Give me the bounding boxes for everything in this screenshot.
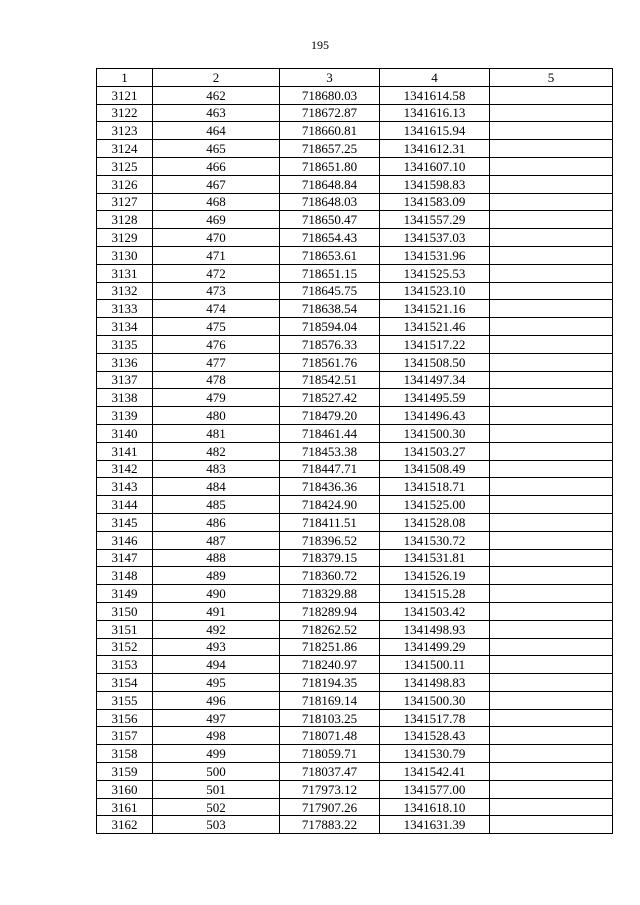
- table-cell-col-3: 718071.48: [280, 727, 380, 745]
- table-cell-col-1: 3160: [97, 780, 153, 798]
- table-row: [97, 638, 613, 656]
- table-cell-col-1: 3150: [97, 602, 153, 620]
- table-cell-col-1: 3141: [97, 442, 153, 460]
- table-cell-col-2: 481: [153, 424, 280, 442]
- table-cell-col-2: 479: [153, 389, 280, 407]
- table-cell-col-1: 3124: [97, 140, 153, 158]
- table-cell-col-4: 1341530.79: [380, 745, 490, 763]
- table-cell-col-1: 3127: [97, 193, 153, 211]
- table-cell-col-2: 501: [153, 780, 280, 798]
- table-cell-col-3: 718479.20: [280, 407, 380, 425]
- table-cell-col-4: 1341525.00: [380, 496, 490, 514]
- table-cell-col-2: 465: [153, 140, 280, 158]
- table-cell-col-3: 718379.15: [280, 549, 380, 567]
- table-cell-col-2: 478: [153, 371, 280, 389]
- table-header: [97, 69, 613, 87]
- table-row: [97, 353, 613, 371]
- table-cell-col-5: [490, 745, 613, 763]
- table-cell-col-5: [490, 140, 613, 158]
- table-cell-col-3: 718169.14: [280, 691, 380, 709]
- table-row: [97, 780, 613, 798]
- table-cell-col-2: 476: [153, 335, 280, 353]
- table-cell-col-3: 718542.51: [280, 371, 380, 389]
- table-cell-col-2: 474: [153, 300, 280, 318]
- table-cell-col-3: 718396.52: [280, 531, 380, 549]
- table-cell-col-2: 462: [153, 86, 280, 104]
- table-cell-col-1: 3145: [97, 513, 153, 531]
- table-cell-col-2: 485: [153, 496, 280, 514]
- table-row: [97, 798, 613, 816]
- table-row: [97, 318, 613, 336]
- table-cell-col-4: 1341618.10: [380, 798, 490, 816]
- table-cell-col-3: 718360.72: [280, 567, 380, 585]
- table-cell-col-1: 3146: [97, 531, 153, 549]
- column-header-4: 4: [380, 69, 490, 87]
- column-header-3: 3: [280, 69, 380, 87]
- header-row: [97, 69, 613, 87]
- table-cell-col-3: 718411.51: [280, 513, 380, 531]
- table-cell-col-2: 469: [153, 211, 280, 229]
- table-cell-col-4: 1341530.72: [380, 531, 490, 549]
- table-cell-col-1: 3159: [97, 763, 153, 781]
- table-cell-col-3: 718527.42: [280, 389, 380, 407]
- table-cell-col-1: 3156: [97, 709, 153, 727]
- table-cell-col-2: 484: [153, 478, 280, 496]
- table-row: [97, 513, 613, 531]
- table-row: [97, 709, 613, 727]
- table-cell-col-4: 1341498.83: [380, 674, 490, 692]
- table-cell-col-1: 3158: [97, 745, 153, 763]
- table-cell-col-1: 3125: [97, 157, 153, 175]
- table-cell-col-5: [490, 353, 613, 371]
- table-row: [97, 193, 613, 211]
- table-cell-col-3: 718653.61: [280, 246, 380, 264]
- table-cell-col-4: 1341537.03: [380, 229, 490, 247]
- table-row: [97, 567, 613, 585]
- table-cell-col-4: 1341498.93: [380, 620, 490, 638]
- table-row: [97, 763, 613, 781]
- table-cell-col-5: [490, 335, 613, 353]
- table-cell-col-1: 3139: [97, 407, 153, 425]
- table-cell-col-5: [490, 175, 613, 193]
- table-cell-col-5: [490, 602, 613, 620]
- table-cell-col-2: 497: [153, 709, 280, 727]
- table-cell-col-4: 1341598.83: [380, 175, 490, 193]
- table-cell-col-4: 1341521.46: [380, 318, 490, 336]
- table-cell-col-5: [490, 211, 613, 229]
- table-cell-col-3: 718059.71: [280, 745, 380, 763]
- table-cell-col-2: 483: [153, 460, 280, 478]
- table-cell-col-4: 1341515.28: [380, 585, 490, 603]
- table-cell-col-3: 718660.81: [280, 122, 380, 140]
- table-cell-col-1: 3155: [97, 691, 153, 709]
- table-cell-col-3: 718447.71: [280, 460, 380, 478]
- table-cell-col-1: 3153: [97, 656, 153, 674]
- table-row: [97, 478, 613, 496]
- table-cell-col-3: 718329.88: [280, 585, 380, 603]
- table-cell-col-3: 717883.22: [280, 816, 380, 834]
- table-cell-col-4: 1341528.08: [380, 513, 490, 531]
- table-cell-col-4: 1341503.27: [380, 442, 490, 460]
- table-cell-col-4: 1341517.78: [380, 709, 490, 727]
- table-cell-col-3: 718654.43: [280, 229, 380, 247]
- table-cell-col-4: 1341503.42: [380, 602, 490, 620]
- table-row: [97, 371, 613, 389]
- table-cell-col-2: 471: [153, 246, 280, 264]
- table-cell-col-3: 718289.94: [280, 602, 380, 620]
- table-cell-col-2: 466: [153, 157, 280, 175]
- table-row: [97, 175, 613, 193]
- table-cell-col-2: 494: [153, 656, 280, 674]
- table-cell-col-5: [490, 620, 613, 638]
- table-cell-col-3: 718657.25: [280, 140, 380, 158]
- table-cell-col-5: [490, 424, 613, 442]
- table-cell-col-1: 3152: [97, 638, 153, 656]
- table-cell-col-4: 1341531.96: [380, 246, 490, 264]
- table-cell-col-5: [490, 104, 613, 122]
- table-cell-col-2: 477: [153, 353, 280, 371]
- table-cell-col-5: [490, 407, 613, 425]
- table-row: [97, 140, 613, 158]
- table-cell-col-1: 3144: [97, 496, 153, 514]
- table-cell-col-2: 495: [153, 674, 280, 692]
- table-cell-col-5: [490, 567, 613, 585]
- table-cell-col-5: [490, 300, 613, 318]
- table-cell-col-5: [490, 264, 613, 282]
- table-cell-col-5: [490, 763, 613, 781]
- table-cell-col-5: [490, 513, 613, 531]
- table-cell-col-5: [490, 656, 613, 674]
- table-cell-col-4: 1341577.00: [380, 780, 490, 798]
- table-cell-col-3: 718453.38: [280, 442, 380, 460]
- table-cell-col-1: 3129: [97, 229, 153, 247]
- table-cell-col-5: [490, 549, 613, 567]
- table-cell-col-2: 491: [153, 602, 280, 620]
- table-row: [97, 246, 613, 264]
- table-row: [97, 620, 613, 638]
- table-row: [97, 157, 613, 175]
- table-cell-col-5: [490, 496, 613, 514]
- table-cell-col-4: 1341614.58: [380, 86, 490, 104]
- table-cell-col-2: 467: [153, 175, 280, 193]
- column-header-2: 2: [153, 69, 280, 87]
- table-cell-col-5: [490, 246, 613, 264]
- table-cell-col-3: 718576.33: [280, 335, 380, 353]
- table-row: [97, 300, 613, 318]
- table-cell-col-5: [490, 229, 613, 247]
- table-cell-col-1: 3133: [97, 300, 153, 318]
- table-cell-col-5: [490, 478, 613, 496]
- table-cell-col-5: [490, 691, 613, 709]
- table-row: [97, 727, 613, 745]
- table-row: [97, 442, 613, 460]
- table-cell-col-3: 717973.12: [280, 780, 380, 798]
- table-cell-col-1: 3132: [97, 282, 153, 300]
- table-cell-col-2: 473: [153, 282, 280, 300]
- table-cell-col-2: 492: [153, 620, 280, 638]
- table-row: [97, 602, 613, 620]
- table-cell-col-5: [490, 674, 613, 692]
- table-cell-col-4: 1341631.39: [380, 816, 490, 834]
- table-cell-col-5: [490, 282, 613, 300]
- coordinates-table: [96, 68, 613, 834]
- table-cell-col-2: 488: [153, 549, 280, 567]
- table-cell-col-4: 1341521.16: [380, 300, 490, 318]
- table-cell-col-2: 482: [153, 442, 280, 460]
- table-cell-col-1: 3121: [97, 86, 153, 104]
- table-cell-col-3: 718262.52: [280, 620, 380, 638]
- table-cell-col-3: 718645.75: [280, 282, 380, 300]
- table-cell-col-3: 718594.04: [280, 318, 380, 336]
- table-cell-col-5: [490, 318, 613, 336]
- table-cell-col-1: 3135: [97, 335, 153, 353]
- table-cell-col-4: 1341523.10: [380, 282, 490, 300]
- table-row: [97, 691, 613, 709]
- table-row: [97, 389, 613, 407]
- table-row: [97, 335, 613, 353]
- table-cell-col-2: 463: [153, 104, 280, 122]
- table-cell-col-3: 718672.87: [280, 104, 380, 122]
- table-cell-col-4: 1341496.43: [380, 407, 490, 425]
- table-cell-col-1: 3151: [97, 620, 153, 638]
- table-cell-col-5: [490, 816, 613, 834]
- table-cell-col-4: 1341518.71: [380, 478, 490, 496]
- table-cell-col-5: [490, 157, 613, 175]
- table-cell-col-3: 718461.44: [280, 424, 380, 442]
- table-row: [97, 549, 613, 567]
- table-cell-col-2: 464: [153, 122, 280, 140]
- table-cell-col-3: 718650.47: [280, 211, 380, 229]
- table-cell-col-5: [490, 122, 613, 140]
- table-cell-col-4: 1341542.41: [380, 763, 490, 781]
- table-cell-col-3: 718651.80: [280, 157, 380, 175]
- table-row: [97, 674, 613, 692]
- table-cell-col-2: 470: [153, 229, 280, 247]
- column-header-1: 1: [97, 69, 153, 87]
- table-cell-col-3: 718638.54: [280, 300, 380, 318]
- table-cell-col-1: 3161: [97, 798, 153, 816]
- table-cell-col-1: 3126: [97, 175, 153, 193]
- table-cell-col-2: 499: [153, 745, 280, 763]
- table-row: [97, 585, 613, 603]
- table-cell-col-4: 1341508.49: [380, 460, 490, 478]
- table-cell-col-1: 3128: [97, 211, 153, 229]
- table-cell-col-2: 489: [153, 567, 280, 585]
- table-cell-col-5: [490, 460, 613, 478]
- table-cell-col-3: 718648.84: [280, 175, 380, 193]
- table-cell-col-1: 3123: [97, 122, 153, 140]
- table-cell-col-2: 475: [153, 318, 280, 336]
- table-row: [97, 460, 613, 478]
- table-cell-col-3: 718240.97: [280, 656, 380, 674]
- column-header-5: 5: [490, 69, 613, 87]
- table-cell-col-4: 1341612.31: [380, 140, 490, 158]
- table-cell-col-2: 472: [153, 264, 280, 282]
- table-row: [97, 816, 613, 834]
- table-cell-col-4: 1341499.29: [380, 638, 490, 656]
- table-cell-col-5: [490, 638, 613, 656]
- table-cell-col-1: 3122: [97, 104, 153, 122]
- table-cell-col-2: 502: [153, 798, 280, 816]
- table-cell-col-2: 468: [153, 193, 280, 211]
- table-cell-col-5: [490, 442, 613, 460]
- table-cell-col-1: 3136: [97, 353, 153, 371]
- table-row: [97, 282, 613, 300]
- table-row: [97, 656, 613, 674]
- table-cell-col-5: [490, 371, 613, 389]
- table-cell-col-4: 1341517.22: [380, 335, 490, 353]
- table-cell-col-3: 718037.47: [280, 763, 380, 781]
- table-cell-col-3: 718651.15: [280, 264, 380, 282]
- table-row: [97, 407, 613, 425]
- table-row: [97, 496, 613, 514]
- table-cell-col-2: 486: [153, 513, 280, 531]
- table-cell-col-1: 3130: [97, 246, 153, 264]
- table-cell-col-3: 718436.36: [280, 478, 380, 496]
- table-cell-col-4: 1341607.10: [380, 157, 490, 175]
- page-number: 195: [311, 38, 329, 52]
- table-row: [97, 211, 613, 229]
- table-cell-col-4: 1341500.30: [380, 424, 490, 442]
- table-cell-col-1: 3138: [97, 389, 153, 407]
- table-cell-col-4: 1341583.09: [380, 193, 490, 211]
- table-cell-col-2: 487: [153, 531, 280, 549]
- table-cell-col-1: 3154: [97, 674, 153, 692]
- table-cell-col-3: 717907.26: [280, 798, 380, 816]
- table-cell-col-1: 3142: [97, 460, 153, 478]
- table-cell-col-5: [490, 709, 613, 727]
- table-cell-col-2: 493: [153, 638, 280, 656]
- table-cell-col-5: [490, 389, 613, 407]
- table-cell-col-4: 1341616.13: [380, 104, 490, 122]
- table-cell-col-2: 503: [153, 816, 280, 834]
- table-cell-col-3: 718648.03: [280, 193, 380, 211]
- table-cell-col-4: 1341528.43: [380, 727, 490, 745]
- table-cell-col-2: 498: [153, 727, 280, 745]
- table-cell-col-1: 3131: [97, 264, 153, 282]
- table-cell-col-1: 3147: [97, 549, 153, 567]
- table-cell-col-1: 3157: [97, 727, 153, 745]
- table-cell-col-2: 490: [153, 585, 280, 603]
- table-cell-col-1: 3143: [97, 478, 153, 496]
- table-row: [97, 86, 613, 104]
- table-cell-col-4: 1341508.50: [380, 353, 490, 371]
- table-cell-col-3: 718103.25: [280, 709, 380, 727]
- table-cell-col-4: 1341497.34: [380, 371, 490, 389]
- table-cell-col-5: [490, 193, 613, 211]
- table-cell-col-1: 3137: [97, 371, 153, 389]
- table-cell-col-1: 3148: [97, 567, 153, 585]
- table-cell-col-4: 1341531.81: [380, 549, 490, 567]
- table-cell-col-4: 1341495.59: [380, 389, 490, 407]
- table-row: [97, 229, 613, 247]
- table-cell-col-4: 1341525.53: [380, 264, 490, 282]
- table-cell-col-5: [490, 727, 613, 745]
- table-cell-col-4: 1341615.94: [380, 122, 490, 140]
- table-row: [97, 104, 613, 122]
- table-cell-col-2: 496: [153, 691, 280, 709]
- table-cell-col-4: 1341557.29: [380, 211, 490, 229]
- table-cell-col-2: 500: [153, 763, 280, 781]
- table-cell-col-1: 3149: [97, 585, 153, 603]
- table-cell-col-3: 718424.90: [280, 496, 380, 514]
- table-cell-col-2: 480: [153, 407, 280, 425]
- table-cell-col-1: 3140: [97, 424, 153, 442]
- table-row: [97, 745, 613, 763]
- table-cell-col-5: [490, 585, 613, 603]
- table-cell-col-3: 718194.35: [280, 674, 380, 692]
- table-cell-col-1: 3134: [97, 318, 153, 336]
- table-row: [97, 424, 613, 442]
- table-cell-col-4: 1341500.30: [380, 691, 490, 709]
- table-row: [97, 531, 613, 549]
- table-cell-col-5: [490, 531, 613, 549]
- table-cell-col-5: [490, 86, 613, 104]
- table-row: [97, 264, 613, 282]
- table-cell-col-5: [490, 780, 613, 798]
- table-cell-col-5: [490, 798, 613, 816]
- table-row: [97, 122, 613, 140]
- table-body: [97, 86, 613, 833]
- table-cell-col-4: 1341500.11: [380, 656, 490, 674]
- table-cell-col-3: 718251.86: [280, 638, 380, 656]
- table-cell-col-3: 718561.76: [280, 353, 380, 371]
- table-cell-col-1: 3162: [97, 816, 153, 834]
- table-cell-col-4: 1341526.19: [380, 567, 490, 585]
- table-cell-col-3: 718680.03: [280, 86, 380, 104]
